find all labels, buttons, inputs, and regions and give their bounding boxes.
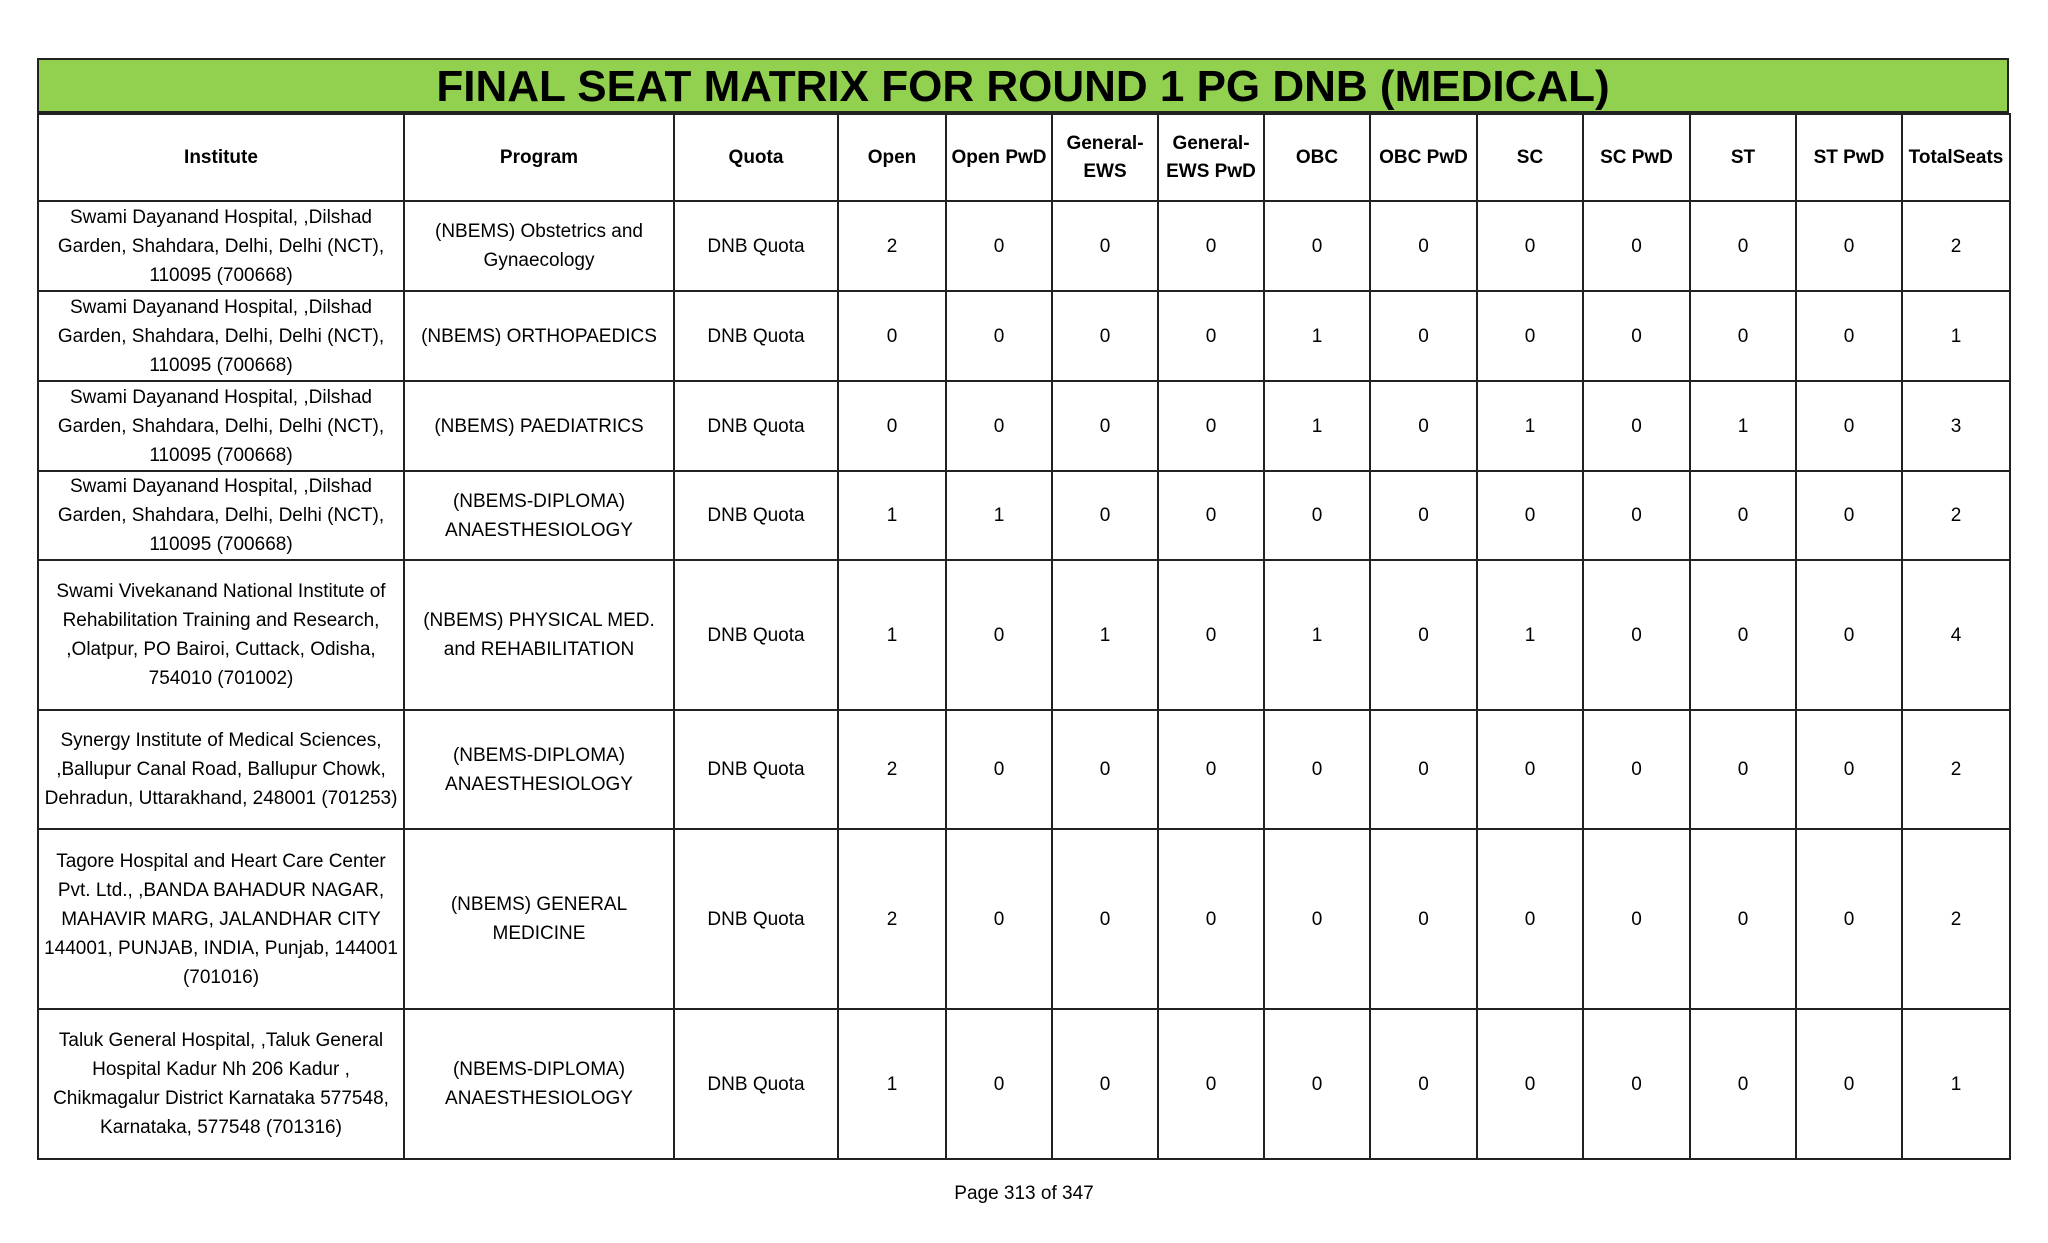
table-cell: 1 [1902, 291, 2010, 381]
table-cell: 0 [1370, 201, 1477, 291]
table-cell: 2 [838, 201, 946, 291]
table-cell: 0 [1690, 201, 1796, 291]
table-cell: 0 [1583, 560, 1690, 710]
table-cell: DNB Quota [674, 381, 838, 471]
table-cell: 0 [1052, 1009, 1158, 1159]
table-cell: 0 [1158, 560, 1264, 710]
page-number: Page 313 of 347 [954, 1183, 1094, 1204]
seat-matrix-table [37, 113, 2011, 1160]
table-cell: 0 [1052, 829, 1158, 1009]
table-cell: 1 [946, 471, 1052, 560]
table-cell: 0 [1796, 710, 1902, 829]
table-cell: 0 [1158, 381, 1264, 471]
table-cell: DNB Quota [674, 560, 838, 710]
table-cell: (NBEMS) PHYSICAL MED. and REHABILITATION [404, 560, 674, 710]
column-header: SC PwD [1583, 114, 1690, 201]
table-cell: 3 [1902, 381, 2010, 471]
table-cell: 0 [1370, 1009, 1477, 1159]
table-cell: 0 [1477, 829, 1583, 1009]
table-cell: 0 [1264, 1009, 1370, 1159]
table-cell: 0 [1370, 560, 1477, 710]
column-header: OBC PwD [1370, 114, 1477, 201]
column-header: General-EWS [1052, 114, 1158, 201]
column-header: Open PwD [946, 114, 1052, 201]
table-row [38, 471, 2010, 560]
table-cell: 1 [1690, 381, 1796, 471]
table-cell: 0 [1264, 471, 1370, 560]
table-cell: (NBEMS) ORTHOPAEDICS [404, 291, 674, 381]
table-cell: 1 [838, 1009, 946, 1159]
table-cell: 1 [1264, 560, 1370, 710]
table-cell: 0 [1796, 201, 1902, 291]
table-cell: 1 [838, 560, 946, 710]
table-cell: DNB Quota [674, 710, 838, 829]
table-cell: 0 [946, 1009, 1052, 1159]
table-cell: 0 [1583, 381, 1690, 471]
table-row [38, 291, 2010, 381]
table-cell: 0 [1477, 291, 1583, 381]
table-cell: 0 [1583, 471, 1690, 560]
table-cell: 1 [1902, 1009, 2010, 1159]
table-cell: 1 [1052, 560, 1158, 710]
table-cell: DNB Quota [674, 471, 838, 560]
table-cell: 2 [1902, 710, 2010, 829]
table-cell: 0 [1583, 291, 1690, 381]
table-cell: Swami Dayanand Hospital, ,Dilshad Garden, Shahdara, Delhi, Delhi (NCT), 110095 (700668) [38, 291, 404, 381]
column-header: SC [1477, 114, 1583, 201]
table-cell: Tagore Hospital and Heart Care Center Pvt. Ltd., ,BANDA BAHADUR NAGAR, MAHAVIR MARG, JALANDHAR CITY 144001, PUNJAB, INDIA, Punjab, 144001 (701016) [38, 829, 404, 1009]
table-cell: 0 [946, 710, 1052, 829]
table-cell: 0 [1158, 291, 1264, 381]
page-title: FINAL SEAT MATRIX FOR ROUND 1 PG DNB (MEDICAL) [37, 58, 2009, 113]
table-cell: (NBEMS-DIPLOMA) ANAESTHESIOLOGY [404, 1009, 674, 1159]
table-cell: 0 [1690, 1009, 1796, 1159]
table-cell: 0 [1052, 381, 1158, 471]
table-cell: Swami Vivekanand National Institute of Rehabilitation Training and Research, ,Olatpur, PO Bairoi, Cuttack, Odisha, 754010 (701002) [38, 560, 404, 710]
table-cell: 0 [1052, 710, 1158, 829]
table-cell: 0 [1052, 201, 1158, 291]
table-cell: Swami Dayanand Hospital, ,Dilshad Garden, Shahdara, Delhi, Delhi (NCT), 110095 (700668) [38, 471, 404, 560]
table-cell: 0 [1158, 471, 1264, 560]
table-cell: 0 [1796, 381, 1902, 471]
table-cell: (NBEMS) GENERAL MEDICINE [404, 829, 674, 1009]
table-cell: 2 [838, 829, 946, 1009]
table-cell: 0 [1690, 829, 1796, 1009]
table-cell: (NBEMS) Obstetrics and Gynaecology [404, 201, 674, 291]
table-cell: (NBEMS-DIPLOMA) ANAESTHESIOLOGY [404, 471, 674, 560]
table-cell: 0 [1477, 201, 1583, 291]
table-row [38, 829, 2010, 1009]
table-cell: 0 [1264, 829, 1370, 1009]
column-header: General-EWS PwD [1158, 114, 1264, 201]
table-cell: 1 [1477, 381, 1583, 471]
column-header: ST PwD [1796, 114, 1902, 201]
table-cell: Synergy Institute of Medical Sciences, ,Ballupur Canal Road, Ballupur Chowk, Dehradun, Uttarakhand, 248001 (701253) [38, 710, 404, 829]
table-cell: 0 [1583, 201, 1690, 291]
table-cell: 0 [1796, 829, 1902, 1009]
table-cell: 1 [1264, 381, 1370, 471]
table-cell: 0 [1370, 381, 1477, 471]
column-header: Program [404, 114, 674, 201]
table-cell: 0 [838, 381, 946, 471]
table-cell: 0 [946, 291, 1052, 381]
table-cell: Swami Dayanand Hospital, ,Dilshad Garden, Shahdara, Delhi, Delhi (NCT), 110095 (700668) [38, 201, 404, 291]
table-cell: 0 [1477, 1009, 1583, 1159]
column-header: Quota [674, 114, 838, 201]
table-cell: 0 [1796, 1009, 1902, 1159]
table-cell: 0 [1690, 471, 1796, 560]
table-cell: 0 [1264, 710, 1370, 829]
table-row [38, 381, 2010, 471]
table-cell: 1 [1264, 291, 1370, 381]
table-row [38, 201, 2010, 291]
table-cell: 0 [1690, 710, 1796, 829]
table-cell: 0 [1052, 471, 1158, 560]
seat-matrix [37, 58, 2009, 1160]
table-cell: 1 [1477, 560, 1583, 710]
table-row [38, 560, 2010, 710]
table-cell: 0 [1583, 829, 1690, 1009]
table-cell: 0 [946, 829, 1052, 1009]
table-cell: Taluk General Hospital, ,Taluk General Hospital Kadur Nh 206 Kadur , Chikmagalur District Karnataka 577548, Karnataka, 577548 (701316) [38, 1009, 404, 1159]
header-row [38, 114, 2010, 201]
table-cell: 0 [1477, 710, 1583, 829]
column-header: Institute [38, 114, 404, 201]
table-cell: 0 [1370, 710, 1477, 829]
table-cell: 0 [838, 291, 946, 381]
table-cell: (NBEMS) PAEDIATRICS [404, 381, 674, 471]
table-cell: 0 [946, 201, 1052, 291]
table-cell: 0 [1583, 1009, 1690, 1159]
table-cell: Swami Dayanand Hospital, ,Dilshad Garden, Shahdara, Delhi, Delhi (NCT), 110095 (700668) [38, 381, 404, 471]
table-cell: 0 [1158, 201, 1264, 291]
table-cell: 0 [1370, 291, 1477, 381]
table-cell: DNB Quota [674, 829, 838, 1009]
table-cell: 0 [1690, 560, 1796, 710]
table-cell: 0 [1477, 471, 1583, 560]
table-cell: 2 [1902, 829, 2010, 1009]
table-cell: 0 [1370, 829, 1477, 1009]
table-cell: (NBEMS-DIPLOMA) ANAESTHESIOLOGY [404, 710, 674, 829]
table-cell: DNB Quota [674, 201, 838, 291]
table-cell: 0 [1583, 710, 1690, 829]
table-cell: 1 [838, 471, 946, 560]
table-cell: 2 [1902, 201, 2010, 291]
table-cell: 0 [1158, 829, 1264, 1009]
table-cell: 0 [1264, 201, 1370, 291]
column-header: OBC [1264, 114, 1370, 201]
table-cell: 0 [946, 381, 1052, 471]
column-header: Open [838, 114, 946, 201]
table-cell: DNB Quota [674, 291, 838, 381]
table-row [38, 1009, 2010, 1159]
table-cell: 0 [1158, 1009, 1264, 1159]
table-cell: 0 [1052, 291, 1158, 381]
table-cell: 2 [1902, 471, 2010, 560]
table-cell: 0 [1796, 471, 1902, 560]
table-cell: 0 [1796, 560, 1902, 710]
table-cell: 0 [1158, 710, 1264, 829]
table-cell: DNB Quota [674, 1009, 838, 1159]
table-cell: 4 [1902, 560, 2010, 710]
table-cell: 0 [1690, 291, 1796, 381]
table-cell: 2 [838, 710, 946, 829]
table-cell: 0 [946, 560, 1052, 710]
column-header: TotalSeats [1902, 114, 2010, 201]
column-header: ST [1690, 114, 1796, 201]
table-cell: 0 [1370, 471, 1477, 560]
table-cell: 0 [1796, 291, 1902, 381]
table-row [38, 710, 2010, 829]
